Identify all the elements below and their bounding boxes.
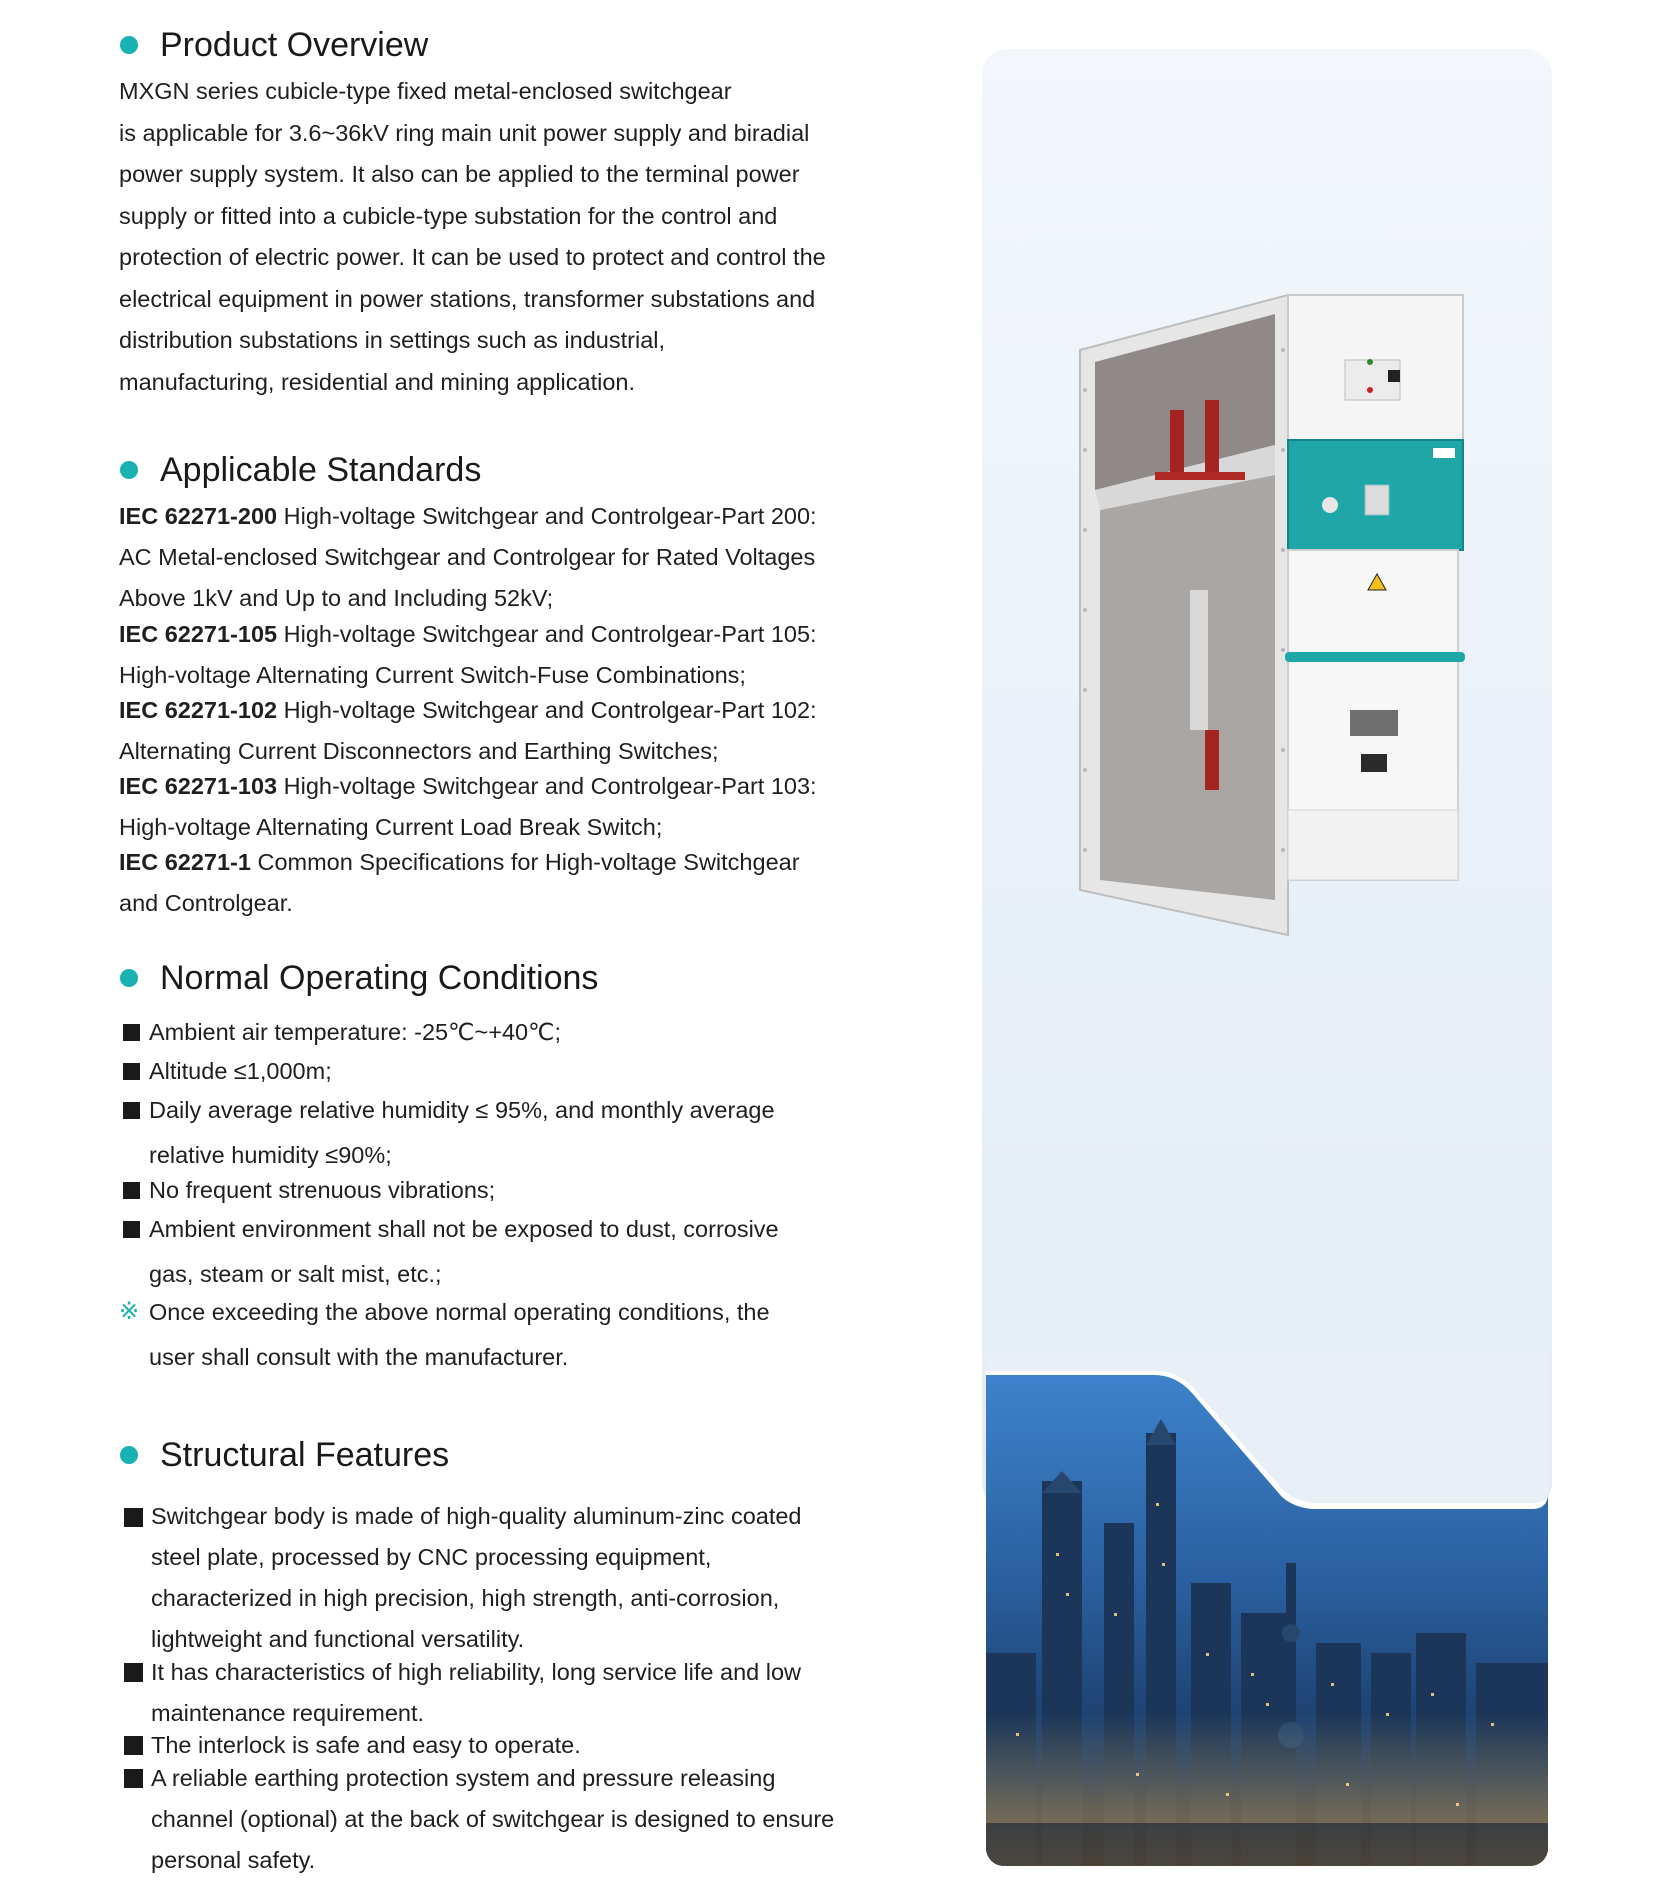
list-item: Ambient air temperature: -25℃~+40℃; [149,1019,562,1045]
city-skyline-image [986,1353,1548,1866]
square-bullet-icon [123,1102,140,1119]
paragraph-line: distribution substations in settings such as industrial, [119,327,666,353]
square-bullet-icon [124,1663,143,1682]
paragraph-line: power supply system. It also can be applied to the terminal power [119,161,800,187]
bullet-dot-icon [120,461,138,479]
switchgear-product-image [1075,290,1475,940]
standard-line: High-voltage Alternating Current Load Break Switch; [119,814,663,840]
square-bullet-icon [124,1736,143,1755]
paragraph-line: supply or fitted into a cubicle-type substation for the control and [119,202,778,229]
paragraph-line: is applicable for 3.6~36kV ring main unit power supply and biradial [119,119,810,146]
square-bullet-icon [123,1024,140,1041]
reference-mark-icon: ※ [119,1298,140,1325]
standard-item: IEC 62271-103 High-voltage Switchgear and Controlgear-Part 103: [119,773,817,799]
square-bullet-icon [124,1508,143,1527]
note-text: user shall consult with the manufacturer. [149,1344,569,1370]
list-item: The interlock is safe and easy to operate. [151,1732,581,1758]
bullet-dot-icon [120,1446,138,1464]
square-bullet-icon [124,1769,143,1788]
list-item-continued: channel (optional) at the back of switchgear is designed to ensure [151,1806,835,1832]
text-column: Product Overview MXGN series cubicle-type fixed metal-enclosed switchgear is applicable for 3.6~36kV ring main unit power supply and biradial power supply system. It also can be applied to the terminal power supply or fitted into a cubicle-type substation for the control and protection of electric power. It can be used to protect and control the electrical equipment in power stations, transformer substations and distribution substations in settings such as industrial, manufacturing, residential and mining application. Applicable Standards IEC 62271-200 High-voltage Switchgear and Controlgear-Part 200: AC Metal-enclosed Switchgear and Controlgear for Rated Voltages Above 1kV and Up to and Including 52kV; IEC 62271-105 High-voltage Switchgear and Controlgear-Part 105: High-voltage Alternating Current Switch-Fuse Combinations; IEC 62271-102 High-voltage Switchgear and Controlgear-Part 102: Alternating Current Disconnectors and Earthing Switches; IEC 62271-103 High-voltage Switchgear and Controlgear-Part 103: High-voltage Alternating Current Load Break Switch; IEC 62271-1 Common Specifications for High-voltage Switchgear and Controlgear. Normal Operating Conditions Ambient air temperature: -25℃~+40℃; Altitude ≤1,000m; Daily average relative humidity ≤ 95%, and monthly average relative humidity ≤90%; No frequent strenuous vibrations; Ambient environment shall not be exposed to dust, corrosive gas, steam or salt mist, etc.; ※ Once exceeding the above normal operating conditions, the user shall consult with the manufacturer. Structural Features Switchgear body is made of high-quality aluminum-zinc coated steel plate, processed by CNC processing equipment, characterized in high precision, high strength, anti-corrosion, lightweight and functional versatility. It has characteristics of high reliability, long service life and low maintenance requirement. The interlock is safe and easy to operate. A reliable earthing protection system and pressure releasing channel (optional) at the back of switchgear is designed to ensure personal safety. [0,0,900,1883]
list-item-continued: gas, steam or salt mist, etc.; [149,1261,442,1287]
standard-line: Above 1kV and Up to and Including 52kV; [119,585,554,611]
list-item: No frequent strenuous vibrations; [149,1177,496,1203]
list-item-continued: characterized in high precision, high strength, anti-corrosion, [151,1585,780,1611]
square-bullet-icon [123,1063,140,1080]
square-bullet-icon [123,1221,140,1238]
list-item: A reliable earthing protection system and pressure releasing [151,1765,776,1791]
list-item: Ambient environment shall not be exposed to dust, corrosive [149,1216,779,1242]
paragraph-line: MXGN series cubicle-type fixed metal-enclosed switchgear [119,78,732,104]
list-item-continued: personal safety. [151,1847,316,1873]
standard-line: Alternating Current Disconnectors and Earthing Switches; [119,738,719,764]
standard-item: IEC 62271-105 High-voltage Switchgear and Controlgear-Part 105: [119,621,817,647]
list-item-continued: steel plate, processed by CNC processing equipment, [151,1544,712,1570]
list-item-continued: relative humidity ≤90%; [149,1142,392,1168]
paragraph-line: manufacturing, residential and mining application. [119,368,636,395]
list-item: It has characteristics of high reliability, long service life and low [151,1659,802,1685]
standard-line: High-voltage Alternating Current Switch-Fuse Combinations; [119,662,746,688]
list-item-continued: maintenance requirement. [151,1700,425,1726]
standard-item: IEC 62271-1 Common Specifications for High-voltage Switchgear [119,849,800,875]
bullet-dot-icon [120,36,138,54]
square-bullet-icon [123,1182,140,1199]
list-item: Switchgear body is made of high-quality aluminum-zinc coated [151,1503,802,1529]
standard-item: IEC 62271-200 High-voltage Switchgear and Controlgear-Part 200: [119,503,817,529]
bullet-dot-icon [120,969,138,987]
note-text: Once exceeding the above normal operating conditions, the [149,1299,770,1325]
list-item: Altitude ≤1,000m; [149,1058,332,1084]
standard-line: and Controlgear. [119,890,293,916]
paragraph-line: electrical equipment in power stations, transformer substations and [119,285,816,312]
paragraph-line: protection of electric power. It can be used to protect and control the [119,244,826,270]
standard-item: IEC 62271-102 High-voltage Switchgear and Controlgear-Part 102: [119,697,817,723]
standard-line: AC Metal-enclosed Switchgear and Controlgear for Rated Voltages [119,544,816,570]
overview-paragraph [119,71,899,403]
list-item-continued: lightweight and functional versatility. [151,1626,525,1652]
list-item: Daily average relative humidity ≤ 95%, and monthly average [149,1097,775,1123]
